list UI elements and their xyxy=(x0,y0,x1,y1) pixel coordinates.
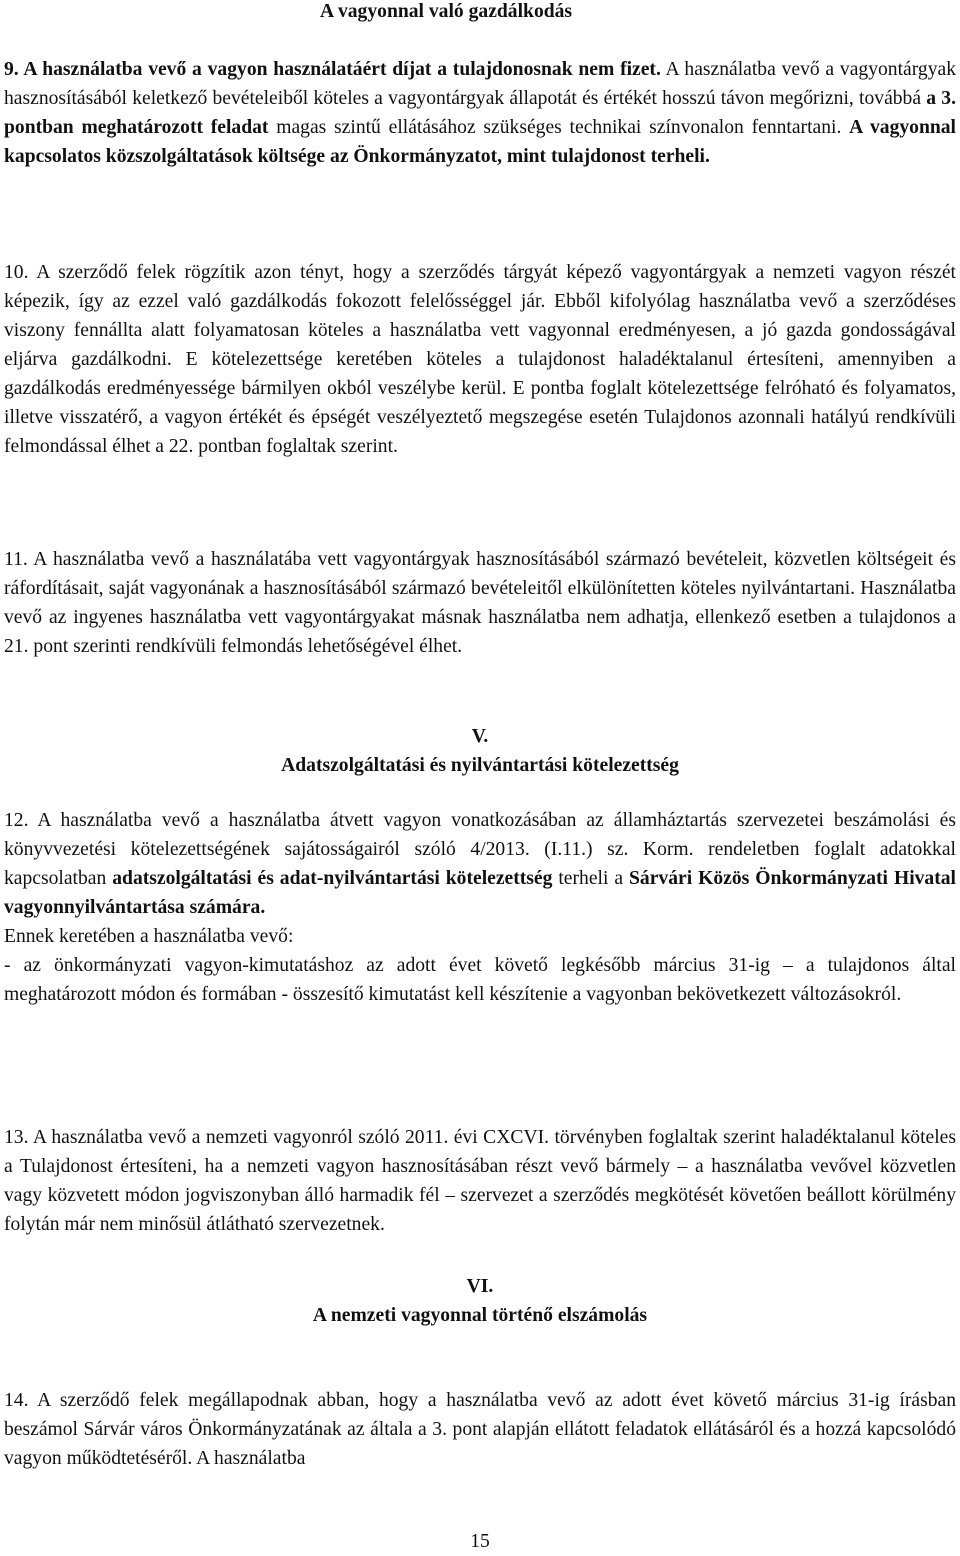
section-vi-number: VI. xyxy=(466,1276,494,1297)
paragraph-12-bold-1: adatszolgáltatási és adat-nyilvántartási kötelezettség xyxy=(112,868,553,889)
paragraph-12-text xyxy=(4,806,956,922)
page-number: 15 xyxy=(470,1531,490,1552)
paragraph-9-lead: 9. A használatba vevő a vagyon használatáért díjat a tulajdonosnak nem fizet. xyxy=(4,59,661,80)
page-header-title: A vagyonnal való gazdálkodás xyxy=(320,1,573,22)
paragraph-12-body-2: terheli a xyxy=(552,868,630,889)
paragraph-9 xyxy=(4,55,956,171)
paragraph-10 xyxy=(4,258,956,461)
paragraph-9-bold-1: a 3. pontban meghatározott feladat xyxy=(4,88,956,138)
paragraph-14-text: 14. A szerződő felek megállapodnak abban, hogy a használatba vevő az adott évet követő március 31-ig írásban beszámol Sárvár város Önkormányzatának az általa a 3. pont alapján ellátott feladatok ellátásáról és a hozzá kapcsolódó vagyon működtetéséről. A használatba xyxy=(4,1390,956,1469)
paragraph-9-bold-2: A vagyonnal kapcsolatos közszolgáltatások költsége az Önkormányzatot, mint tulajdonost terheli. xyxy=(4,117,956,167)
paragraph-14 xyxy=(4,1386,956,1473)
paragraph-12 xyxy=(4,806,956,1009)
paragraph-12-body-1: 12. A használatba vevő a használatba átvett vagyon vonatkozásában az államháztartás szervezetei beszámolási és könyvvezetési kötelezettségének sajátosságairól szóló 4/2013. (I.11.) sz. Korm. rendeletben foglalt adatokkal kapcsolatban xyxy=(4,810,956,889)
section-v-title: Adatszolgáltatási és nyilvántartási kötelezettség xyxy=(281,755,679,776)
paragraph-9-text xyxy=(4,55,956,171)
paragraph-10-text: 10. A szerződő felek rögzítik azon tényt, hogy a szerződés tárgyát képező vagyontárgyak a nemzeti vagyon részét képezik, így az ezzel való gazdálkodás fokozott felelősséggel jár. Ebből kifolyólag használatba vevő a szerződéses viszony fennállta alatt folyamatosan köteles a használatba vett vagyonnal eredményesen, a jó gazda gondosságával eljárva gazdálkodni. E kötelezettsége keretében köteles a tulajdonost haladéktalanul értesíteni, amennyiben a gazdálkodás eredményessége bármilyen okból veszélybe kerül. E pontba foglalt kötelezettsége felróható és folyamatos, illetve visszatérő, a vagyon értékét és épségét veszélyeztető megszegése esetén Tulajdonos azonnali hatályú rendkívüli felmondással élhet a 22. pontban foglaltak szerint. xyxy=(4,262,956,457)
paragraph-12-line-2: Ennek keretében a használatba vevő: xyxy=(4,926,294,947)
paragraph-12-bold-2: Sárvári Közös Önkormányzati Hivatal vagyonnyilvántartása számára. xyxy=(4,868,956,918)
paragraph-13-text: 13. A használatba vevő a nemzeti vagyonról szóló 2011. évi CXCVI. törvényben foglaltak szerint haladéktalanul köteles a Tulajdonost értesíteni, ha a nemzeti vagyon hasznosításában részt vevő bármely – a használatba vevővel közvetlen vagy közvetett módon jogviszonyban álló harmadik fél – szervezet a szerződés megkötését követően beállott körülmény folytán már nem minősül átlátható szervezetnek. xyxy=(4,1127,956,1235)
section-vi-heading xyxy=(0,1272,960,1330)
paragraph-9-body-2: magas szintű ellátásához szükséges technikai színvonalon fenntartani. xyxy=(268,117,850,138)
paragraph-9-body-1: A használatba vevő a vagyontárgyak hasznosításából keletkező bevételeiből köteles a vagyontárgyak állapotát és értékét hosszú távon megőrizni, továbbá xyxy=(4,59,956,109)
paragraph-13 xyxy=(4,1123,956,1239)
paragraph-12-line-3: - az önkormányzati vagyon-kimutatáshoz az adott évet követő legkésőbb március 31-ig – a tulajdonos által meghatározott módon és formában - összesítő kimutatást kell készítenie a vagyonban bekövetkezett változásokról. xyxy=(4,955,956,1005)
section-v-heading xyxy=(0,722,960,780)
paragraph-11-text: 11. A használatba vevő a használatába vett vagyontárgyak hasznosításából származó bevételeit, közvetlen költségeit és ráfordításait, saját vagyonának a hasznosításából származó bevételeitől elkülönítetten köteles nyilvántartani. Használatba vevő az ingyenes használatba vett vagyontárgyakat másnak használatba nem adhatja, ellenkező esetben a tulajdonos a 21. pont szerinti rendkívüli felmondás lehetőségével élhet. xyxy=(4,549,956,657)
paragraph-11 xyxy=(4,545,956,661)
section-v-number: V. xyxy=(471,726,489,747)
section-vi-title: A nemzeti vagyonnal történő elszámolás xyxy=(312,1305,648,1326)
